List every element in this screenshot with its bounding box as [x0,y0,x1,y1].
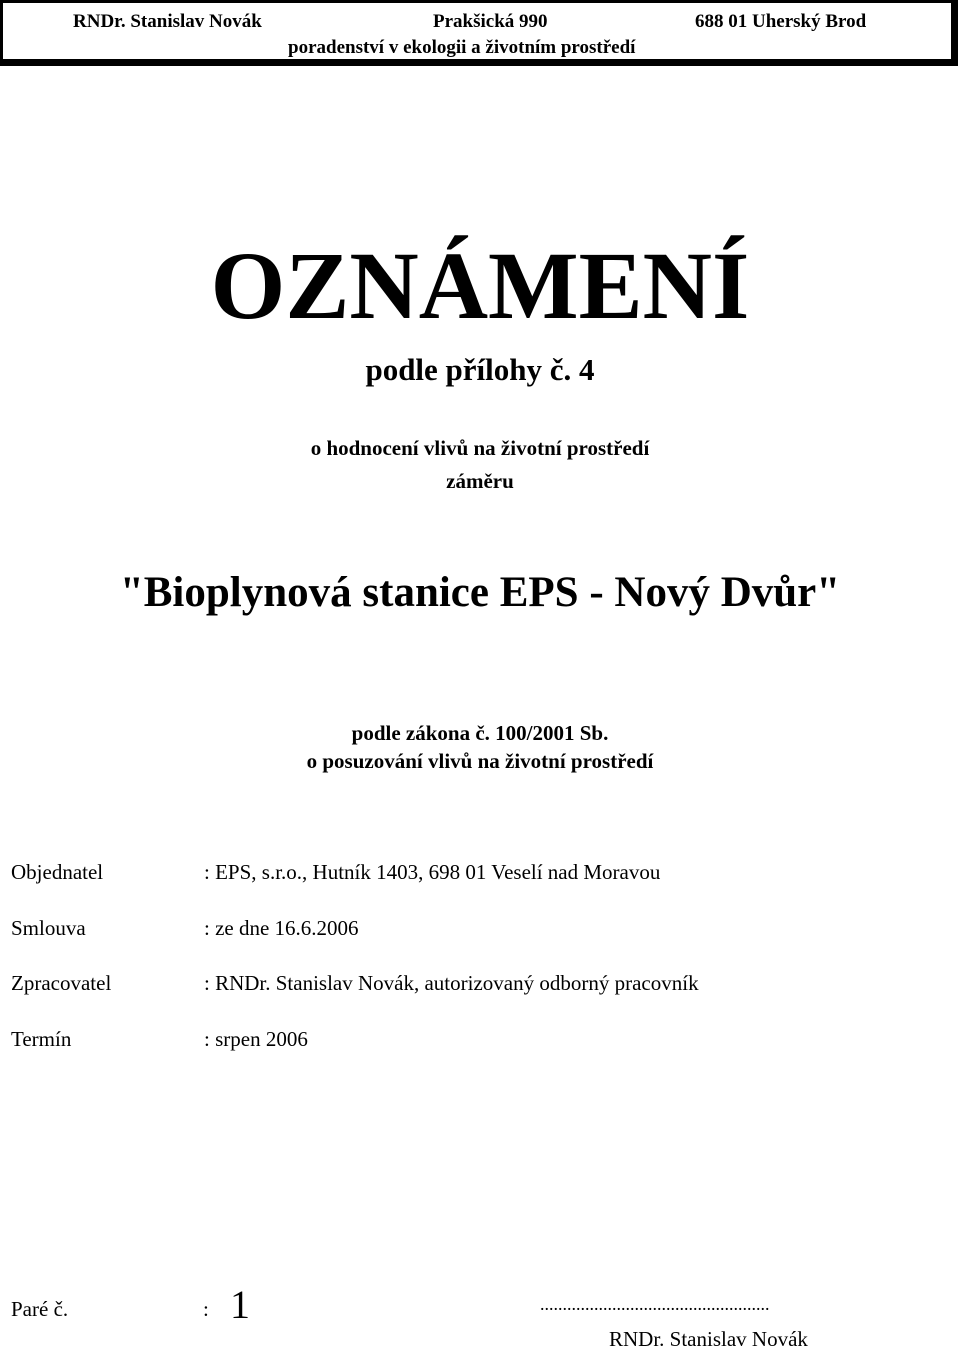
document-line-assessment: o hodnocení vlivů na životní prostředí [310,436,650,460]
law-reference: podle zákona č. 100/2001 Sb. [351,721,609,745]
info-label: Smlouva [11,916,86,940]
info-label: Zpracovatel [11,971,112,995]
info-value: : ze dne 16.6.2006 [204,916,359,940]
info-value: : EPS, s.r.o., Hutník 1403, 698 01 Veselí nad Moravou [204,860,661,884]
letterhead-box [0,0,958,66]
document-line-project-intro: záměru [446,469,514,493]
signature-name: RNDr. Stanislav Novák [609,1327,808,1351]
info-value: : RNDr. Stanislav Novák, autorizovaný odborný pracovník [204,971,699,995]
info-label: Objednatel [11,860,104,884]
info-label: Termín [11,1027,72,1051]
info-value: : srpen 2006 [204,1027,308,1051]
document-subtitle: podle přílohy č. 4 [365,352,595,387]
letterhead-city: 688 01 Uherský Brod [695,11,867,32]
signature-line: ................................................... [540,1294,770,1314]
letterhead-street: Prakšická 990 [433,11,548,32]
copy-number-label: Paré č. [11,1297,69,1321]
law-description: o posuzování vlivů na životní prostředí [306,749,654,773]
document-title: OZNÁMENÍ [210,232,750,339]
copy-number-colon: : [203,1297,209,1321]
letterhead-tagline: poradenství v ekologii a životním prostředí [288,37,636,58]
copy-number: 1 [230,1282,250,1327]
project-name: "Bioplynová stanice EPS - Nový Dvůr" [119,569,841,616]
letterhead-name: RNDr. Stanislav Novák [73,11,262,32]
